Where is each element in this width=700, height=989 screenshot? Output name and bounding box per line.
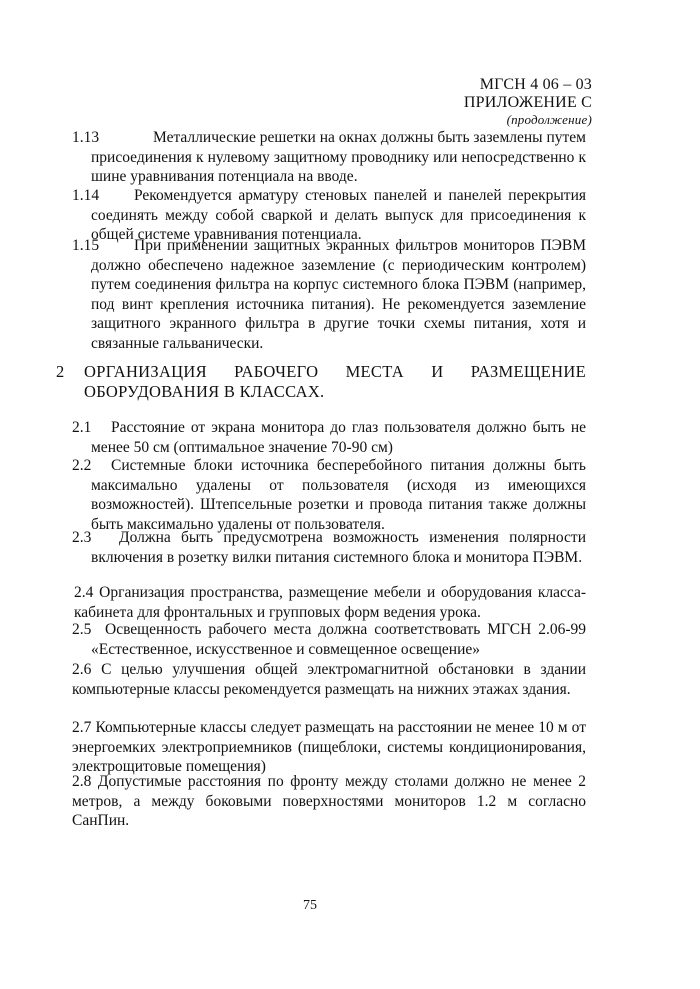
item-text (72, 772, 586, 831)
item-text-content: Металлические решетки на окнах должны быть заземлены путем присоединения к нулевому защитному проводнику или непосредственно к шине уравнивания потенциала на вводе. (91, 129, 586, 185)
list-item (72, 528, 586, 567)
list-item (72, 128, 586, 187)
list-item (72, 718, 586, 777)
item-number: 1.14 (72, 187, 100, 204)
item-text-content: Расстояние от экрана монитора до глаз пользователя должно быть не менее 50 см (оптимальное значение 70-90 см) (91, 419, 586, 456)
item-text-content: Организация пространства, размещение мебели и оборудования класса-кабинета для фронтальных и групповых форм ведения урока. (74, 584, 587, 621)
item-number: 2.3 (72, 529, 92, 546)
list-item (72, 660, 586, 699)
item-number: 2.7 (72, 719, 92, 736)
item-text (72, 236, 586, 353)
item-number: 2.5 (72, 621, 92, 638)
item-number: 1.13 (72, 129, 100, 146)
item-text (74, 583, 586, 622)
list-item (72, 772, 586, 831)
item-number: 1.15 (72, 237, 100, 254)
item-text-content: С целью улучшения общей электромагнитной обстановки в здании компьютерные классы рекомендуется размещать на нижних этажах здания. (72, 661, 586, 698)
section-number: 2 (56, 362, 65, 381)
item-text-content: Системные блоки источника бесперебойного питания должны быть максимально удалены от пользователя (исходя из имеющихся возможностей). Штепсельные розетки и провода питания также должны быть максимально удалены от пользователя. (91, 457, 586, 533)
item-text-content: Рекомендуется арматуру стеновых панелей и панелей перекрытия соединять между собой сваркой и делать выпуск для присоединения к общей системе уравнивания потенциала. (91, 187, 586, 243)
item-text-content: Компьютерные классы следует размещать на расстоянии не менее 10 м от энергоемких электроприемников (пищеблоки, системы кондиционирования, электрощитовые помещения) (72, 719, 586, 775)
item-text (72, 456, 586, 534)
item-text-content: Освещенность рабочего места должна соответствовать МГСН 2.06-99 «Естественное, искусственное и совмещенное освещение» (91, 621, 586, 658)
item-number: 2.1 (72, 419, 92, 436)
item-number: 2.8 (72, 773, 92, 790)
item-text (72, 660, 586, 699)
item-text (72, 620, 586, 659)
item-text-content: Допустимые расстояния по фронту между столами должно не менее 2 метров, а между боковыми поверхностями мониторов 1.2 м согласно СанПин. (72, 773, 587, 829)
list-item (74, 583, 586, 622)
list-item (72, 456, 586, 534)
list-item (72, 620, 586, 659)
document-header (464, 76, 592, 128)
standard-code: МГСН 4 06 – 03 (479, 76, 592, 93)
item-text-content: При применении защитных экранных фильтров мониторов ПЭВМ должно обеспечено надежное заземление (с периодическим контролем) путем соединения фильтра на корпус системного блока ПЭВМ (например, под винт крепления источника питания). Не рекомендуется заземление защитного экранного фильтра в другие точки схемы питания, хотя и связанные гальванически. (91, 237, 586, 352)
section-heading (56, 362, 586, 402)
continuation-note: (продолжение) (506, 112, 592, 127)
item-text (72, 128, 586, 187)
item-text (72, 718, 586, 777)
page-number: 75 (303, 898, 317, 913)
appendix-title: ПРИЛОЖЕНИЕ С (463, 94, 592, 111)
item-text (72, 418, 586, 457)
item-text (72, 528, 586, 567)
item-text-content: Должна быть предусмотрена возможность изменения полярности включения в розетку вилки питания системного блока и монитора ПЭВМ. (91, 529, 586, 566)
item-number: 2.6 (72, 661, 92, 678)
item-number: 2.4 (74, 584, 94, 601)
section-title-text: ОРГАНИЗАЦИЯ РАБОЧЕГО МЕСТА И РАЗМЕЩЕНИЕ ОБОРУДОВАНИЯ В КЛАССАХ. (84, 362, 586, 401)
list-item (72, 418, 586, 457)
item-number: 2.2 (72, 457, 92, 474)
list-item (72, 236, 586, 353)
